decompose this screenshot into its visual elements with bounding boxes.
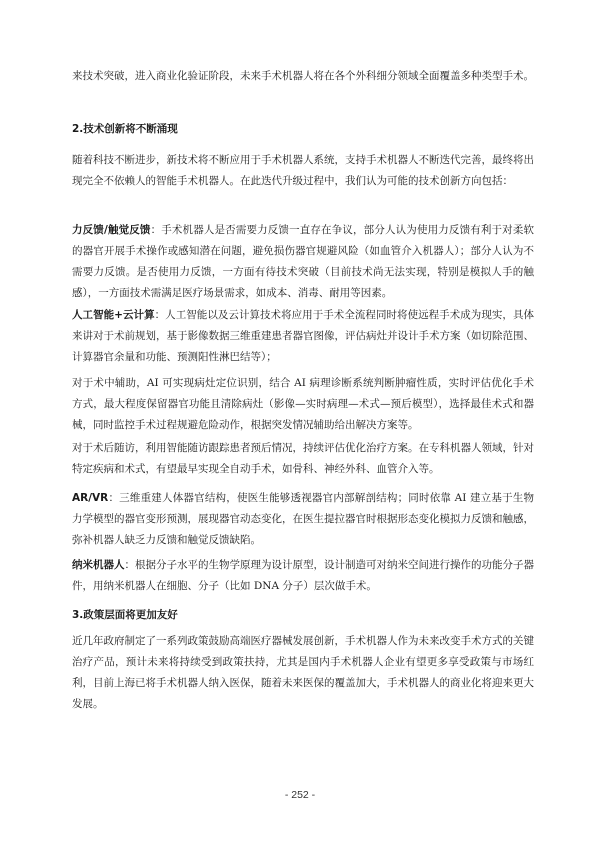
paragraph-tech-innovation — [72, 150, 534, 192]
paragraph-text: 随着科技不断进步，新技术将不断应用于手术机器人系统，支持手术机器人不断迭代完善，最终将出现完全不依赖人的智能手术机器人。在此迭代升级过程中，我们认为可能的技术创新方向包括： — [72, 154, 534, 187]
paragraph-nano-robot — [72, 555, 534, 597]
paragraph-ai-cloud — [72, 305, 534, 368]
paragraph-force-feedback — [72, 220, 534, 304]
section-heading-3 — [72, 605, 534, 626]
paragraph-postoperative — [72, 438, 534, 480]
paragraph-policy — [72, 631, 534, 715]
paragraph-ar-vr — [72, 488, 534, 551]
paragraph-text: ：根据分子水平的生物学原理为设计原型，设计制造可对纳米空间进行操作的功能分子器件，用纳米机器人在细胞、分子（比如 DNA 分子）层次做手术。 — [72, 559, 534, 592]
paragraph-intro — [72, 66, 534, 87]
paragraph-text: 对于术后随访，利用智能随访跟踪患者预后情况，持续评估优化治疗方案。在专科机器人领域，针对特定疾病和术式，有望最早实现全自动手术，如骨科、神经外科、血管介入等。 — [72, 442, 534, 475]
paragraph-text: 近几年政府制定了一系列政策鼓励高端医疗器械发展创新，手术机器人作为未来改变手术方式的关键治疗产品，预计未来将持续受到政策扶持，尤其是国内手术机器人企业有望更多享受政策与市场红利，目前上海已将手术机器人纳入医保，随着未来医保的覆盖加大，手术机器人的商业化将迎来更大发展。 — [72, 635, 534, 710]
term-ar-vr: AR/VR — [72, 492, 109, 504]
heading-text: 3.政策层面将更加友好 — [72, 609, 178, 621]
paragraph-text: 来技术突破，进入商业化验证阶段，未来手术机器人将在各个外科细分领域全面覆盖多种类型手术。 — [72, 70, 534, 82]
paragraph-text: 对于术中辅助，AI 可实现病灶定位识别，结合 AI 病理诊断系统判断肿瘤性质，实时评估优化手术方式，最大程度保留器官功能且清除病灶（影像—实时病理—术式—预后模型），选择最佳术式和器械，同时监控手术过程规避危险动作，根据突发情况辅助给出解决方案等。 — [72, 377, 534, 431]
term-ai-cloud: 人工智能+云计算 — [72, 309, 155, 321]
term-force-feedback: 力反馈/触觉反馈 — [72, 224, 151, 236]
section-heading-2 — [72, 119, 534, 140]
page-number: - 252 - — [284, 789, 316, 801]
paragraph-text: ：人工智能以及云计算技术将应用于手术全流程同时将使远程手术成为现实，具体来讲对于术前规划，基于影像数据三维重建患者器官图像，评估病灶并设计手术方案（如切除范围、计算器官余量和功能、预测阳性淋巴结等）； — [72, 309, 534, 363]
paragraph-intraoperative — [72, 373, 534, 436]
paragraph-text: ：三维重建人体器官结构，使医生能够透视器官内部解剖结构；同时依靠 AI 建立基于生物力学模型的器官变形预测，展现器官动态变化，在医生提拉器官时根据形态变化模拟力反馈和触感，弥补机器人缺乏力反馈和触觉反馈缺陷。 — [72, 492, 534, 546]
paragraph-text: ：手术机器人是否需要力反馈一直存在争议，部分人认为使用力反馈有利于对柔软的器官开展手术操作或感知潜在问题，避免损伤器官规避风险（如血管介入机器人）；部分人认为不需要力反馈。是否使用力反馈，一方面有待技术突破（目前技术尚无法实现，特别是模拟人手的触感），一方面技术需满足医疗场景需求，如成本、消毒、耐用等因素。 — [72, 224, 534, 299]
term-nano-robot: 纳米机器人 — [72, 559, 125, 571]
heading-text: 2.技术创新将不断涌现 — [72, 123, 178, 135]
